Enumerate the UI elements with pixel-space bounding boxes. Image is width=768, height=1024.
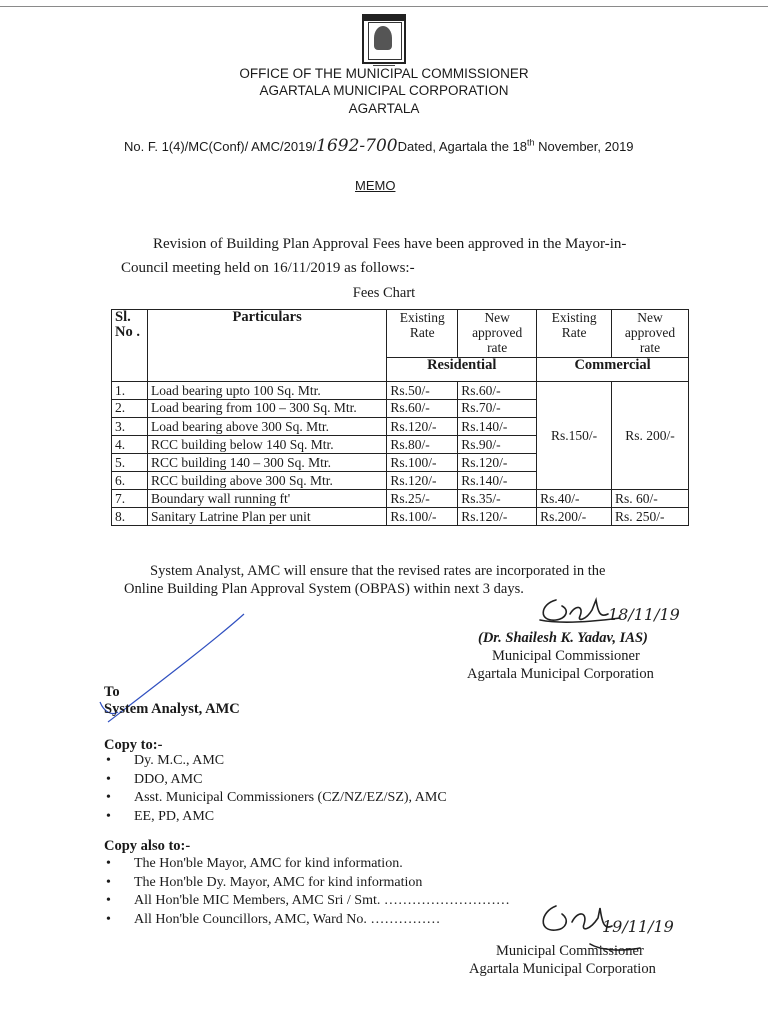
row-particular: RCC building 140 – 300 Sq. Mtr. xyxy=(147,454,386,472)
fees-chart-title: Fees Chart xyxy=(352,285,416,301)
row-res-existing: Rs.60/- xyxy=(387,400,458,418)
instruction-line-1: System Analyst, AMC will ensure that the revised rates are incorporated in the xyxy=(150,563,606,579)
row-res-new: Rs.60/- xyxy=(458,382,537,400)
intro-line-2: Council meeting held on 16/11/2019 as follows:- xyxy=(121,260,415,276)
bullet-icon: • xyxy=(106,874,111,890)
copy-to-list xyxy=(106,752,447,826)
row-particular: RCC building below 140 Sq. Mtr. xyxy=(147,436,386,454)
row-com-existing: Rs.40/- xyxy=(537,490,612,508)
row-sl: 1. xyxy=(112,382,148,400)
copy-also-to-label: Copy also to:- xyxy=(104,838,191,854)
bullet-icon: • xyxy=(106,893,111,908)
list-item: • The Hon'ble Mayor, AMC for kind information. xyxy=(106,855,510,874)
row-particular: Load bearing from 100 – 300 Sq. Mtr. xyxy=(147,400,386,418)
dated-month-year: November, 2019 xyxy=(534,139,634,154)
copy-also-to-list xyxy=(106,855,510,929)
row-sl: 8. xyxy=(112,508,148,526)
header-res-new-rate: New approved rate xyxy=(458,310,537,358)
row-res-new: Rs.35/- xyxy=(458,490,537,508)
signatory-name: (Dr. Shailesh K. Yadav, IAS) xyxy=(478,630,648,646)
dated-text: Dated, Agartala the 18 xyxy=(397,139,528,154)
row-res-existing: Rs.25/- xyxy=(387,490,458,508)
row-res-new: Rs.140/- xyxy=(458,418,537,436)
header-residential: Residential xyxy=(387,358,537,382)
list-item: • Dy. M.C., AMC xyxy=(106,752,447,771)
row-res-existing: Rs.100/- xyxy=(387,454,458,472)
second-signature-date: 19/11/19 xyxy=(602,917,674,936)
commercial-merged-existing: Rs.150/- xyxy=(537,382,612,490)
list-item: • All Hon'ble MIC Members, AMC Sri / Smt. ……………………… xyxy=(106,892,510,911)
row-sl: 5. xyxy=(112,454,148,472)
to-label: To xyxy=(104,684,120,700)
list-item: • Asst. Municipal Commissioners (CZ/NZ/EZ/SZ), AMC xyxy=(106,789,447,808)
header-sl-no: Sl. No . xyxy=(112,310,148,382)
row-sl: 7. xyxy=(112,490,148,508)
row-particular: Load bearing above 300 Sq. Mtr. xyxy=(147,418,386,436)
to-recipient: System Analyst, AMC xyxy=(104,701,240,717)
footer-designation: Municipal Commissioner xyxy=(496,943,644,959)
bullet-icon: • xyxy=(106,911,111,927)
row-res-existing: Rs.80/- xyxy=(387,436,458,454)
row-com-new: Rs. 60/- xyxy=(612,490,689,508)
row-particular: Load bearing upto 100 Sq. Mtr. xyxy=(147,382,386,400)
row-sl: 3. xyxy=(112,418,148,436)
list-item: • All Hon'ble Councillors, AMC, Ward No. …………… xyxy=(106,911,510,930)
row-res-new: Rs.140/- xyxy=(458,472,537,490)
row-com-existing: Rs.200/- xyxy=(537,508,612,526)
instruction-line-2: Online Building Plan Approval System (OBPAS) within next 3 days. xyxy=(124,581,524,597)
bullet-icon: • xyxy=(106,771,111,787)
handwritten-memo-number: 1692-700 xyxy=(316,136,398,156)
row-res-existing: Rs.120/- xyxy=(387,472,458,490)
header-commercial: Commercial xyxy=(537,358,689,382)
signatory-organization: Agartala Municipal Corporation xyxy=(467,666,654,682)
bullet-icon: • xyxy=(106,856,111,871)
row-particular: RCC building above 300 Sq. Mtr. xyxy=(147,472,386,490)
row-particular: Sanitary Latrine Plan per unit xyxy=(147,508,386,526)
row-res-existing: Rs.50/- xyxy=(387,382,458,400)
bullet-icon: • xyxy=(106,790,111,805)
list-item: • DDO, AMC xyxy=(106,771,447,790)
header-com-new-rate: New approved rate xyxy=(612,310,689,358)
signatory-designation: Municipal Commissioner xyxy=(492,648,640,664)
city-heading: AGARTALA xyxy=(348,101,420,116)
row-res-new: Rs.70/- xyxy=(458,400,537,418)
reference-number: No. F. 1(4)/MC(Conf)/ AMC/2019/ xyxy=(124,139,317,154)
row-res-existing: Rs.100/- xyxy=(387,508,458,526)
header-particulars: Particulars xyxy=(147,310,386,382)
list-item: • EE, PD, AMC xyxy=(106,808,447,827)
bullet-icon: • xyxy=(106,808,111,824)
memo-title: MEMO xyxy=(355,178,396,193)
row-sl: 4. xyxy=(112,436,148,454)
copy-to-label: Copy to:- xyxy=(104,737,163,753)
row-sl: 6. xyxy=(112,472,148,490)
row-sl: 2. xyxy=(112,400,148,418)
dated-superscript: th xyxy=(527,137,535,148)
row-res-new: Rs.120/- xyxy=(458,454,537,472)
header-res-existing-rate: Existing Rate xyxy=(387,310,458,358)
intro-line-1: Revision of Building Plan Approval Fees have been approved in the Mayor-in- xyxy=(153,236,627,252)
row-res-new: Rs.120/- xyxy=(458,508,537,526)
row-particular: Boundary wall running ft' xyxy=(147,490,386,508)
row-com-new: Rs. 250/- xyxy=(612,508,689,526)
commercial-merged-new: Rs. 200/- xyxy=(612,382,689,490)
bullet-icon: • xyxy=(106,753,111,768)
list-item: • The Hon'ble Dy. Mayor, AMC for kind information xyxy=(106,874,510,893)
row-res-new: Rs.90/- xyxy=(458,436,537,454)
office-heading: OFFICE OF THE MUNICIPAL COMMISSIONER xyxy=(239,66,529,81)
footer-organization: Agartala Municipal Corporation xyxy=(469,961,656,977)
header-com-existing-rate: Existing Rate xyxy=(537,310,612,358)
signature-date: 18/11/19 xyxy=(608,605,680,624)
row-res-existing: Rs.120/- xyxy=(387,418,458,436)
corporation-heading: AGARTALA MUNICIPAL CORPORATION xyxy=(259,83,509,98)
